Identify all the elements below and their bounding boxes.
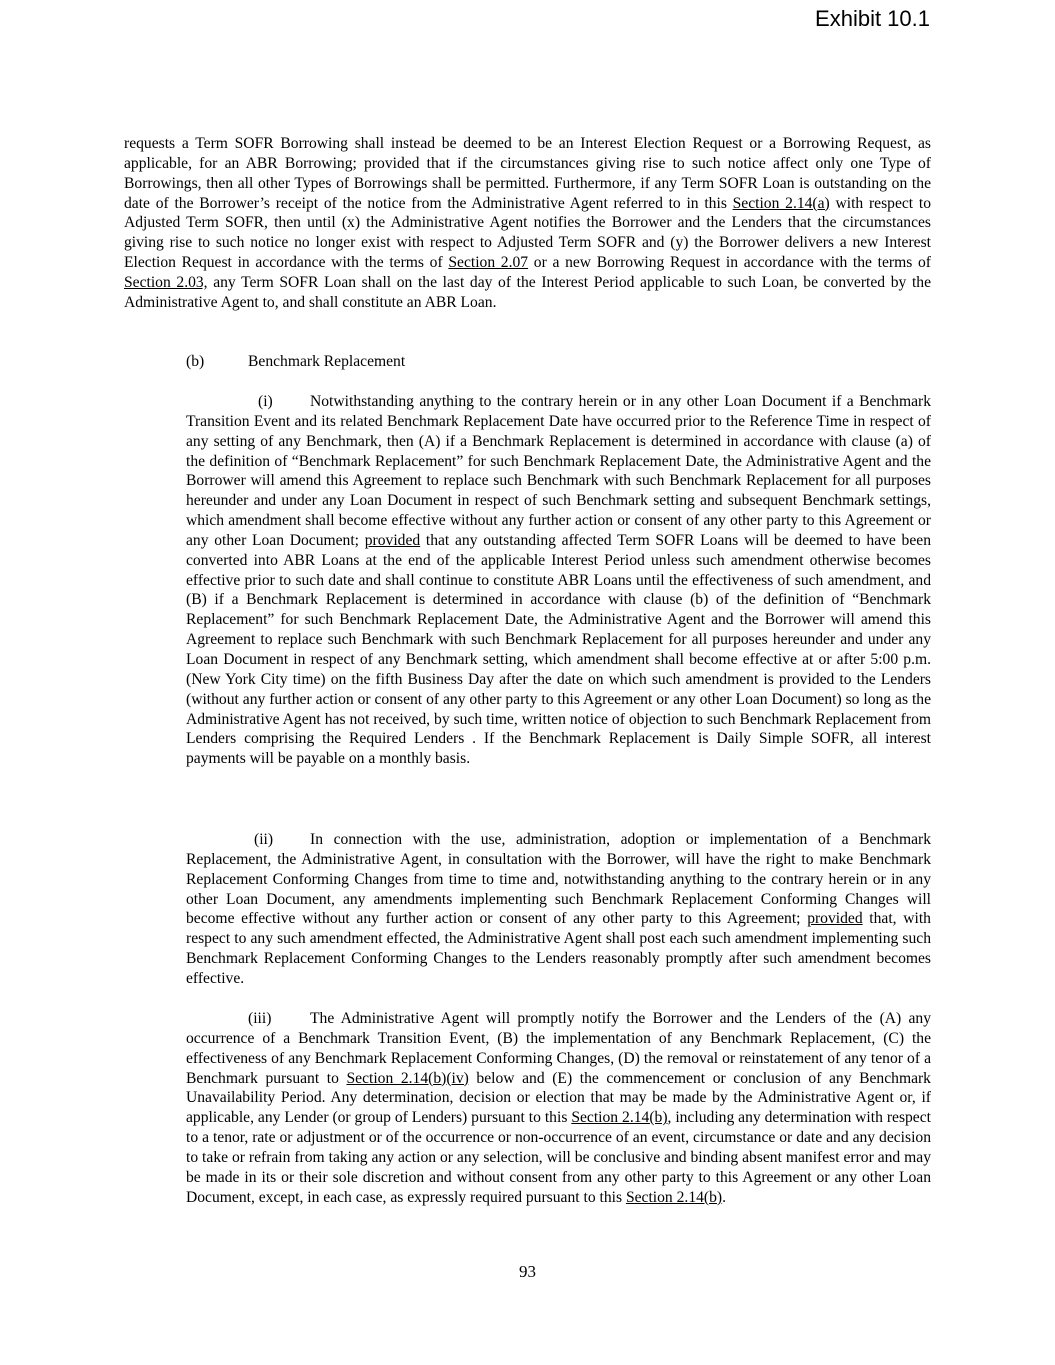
text-run: with respect to Adjusted Term SOFR, then until (x) the Administrative Agent notifies the Borrower and the Lenders that the circumstances giving rise to such notice no longer exist with respect to Adjusted Term SOFR and (y) the Borrower delivers a new Interest Election Request in accordance with the terms of	[124, 194, 931, 272]
text-run: that, with respect to any such amendment effected, the Administrative Agent shall post each such amendment implementing such Benchmark Replacement Conforming Changes to the Lenders reasonably promptly after such amendment becomes effective.	[186, 910, 931, 987]
subsection-ii	[186, 830, 931, 989]
provided-term: provided	[807, 910, 863, 928]
subsection-i	[186, 392, 931, 769]
section-reference: Section 2.07	[448, 254, 529, 272]
page-number: 93	[519, 1262, 536, 1281]
provided-term: provided	[364, 531, 421, 549]
text-run: .	[722, 1188, 727, 1206]
subsection-number: (ii)	[254, 831, 274, 848]
section-reference: Section 2.14(b)	[571, 1109, 668, 1127]
section-b-title: Benchmark Replacement	[248, 353, 406, 370]
exhibit-label: Exhibit 10.1	[815, 6, 930, 31]
section-reference: Section 2.14(b)	[625, 1188, 723, 1206]
text-run: below and (E) the commencement or conclusion of any Benchmark Unavailability Period. Any determination, decision or election that may be made by the Administrative Agent or, if applicable, any Lender (or group of Lenders) pursuant to this	[186, 1069, 931, 1127]
text-run: The Administrative Agent will promptly notify the Borrower and the Lenders of the (A) any occurrence of a Benchmark Transition Event, (B) the implementation of any Benchmark Replacement, (C) the effectiveness of any Benchmark Replacement Conforming Changes, (D) the removal or reinstatement of any tenor of a Benchmark pursuant to	[186, 1010, 931, 1087]
text-run: or a new Borrowing Request in accordance with the terms of	[528, 254, 931, 272]
text-run: In connection with the use, administration, adoption or implementation of a Benchmark Replacement, the Administrative Agent, in consultation with the Borrower, will have the right to make Benchmark Replacement Conforming Changes from time to time and, notwithstanding anything to the contrary herein or in any other Loan Document, any amendments implementing such Benchmark Replacement Conforming Changes will become effective without any further action or consent of any other party to this Agreement;	[186, 831, 931, 928]
section-b-number: (b)	[186, 353, 205, 370]
paragraph-continuation	[124, 134, 931, 313]
text-run: Notwithstanding anything to the contrary herein or in any other Loan Document if a Benchmark Transition Event and its related Benchmark Replacement Date have occurred prior to the Reference Time in respect of any setting of any Benchmark, then (A) if a Benchmark Replacement is determined in accordance with clause (a) of the definition of “Benchmark Replacement” for such Benchmark Replacement Date, the Administrative Agent and the Borrower will amend this Agreement to replace such Benchmark with such Benchmark Replacement for all purposes hereunder and under any Loan Document in respect of such Benchmark setting and subsequent Benchmark settings, which amendment shall become effective without any further action or consent of any other party to this Agreement or any other Loan Document;	[186, 393, 931, 549]
section-reference: Section 2.14(b)(iv)	[346, 1069, 469, 1087]
section-reference: Section 2.14(a)	[732, 194, 830, 212]
section-reference: Section 2.03,	[124, 273, 208, 291]
text-run: requests a Term SOFR Borrowing shall instead be deemed to be an Interest Election Request or a Borrowing Request, as applicable, for an ABR Borrowing; provided that if the circumstances giving rise to such notice affect only one Type of Borrowings, then all other Types of Borrowings shall be permitted. Furthermore, if any Term SOFR Loan is outstanding on the date of the Borrower’s receipt of the notice from the Administrative Agent referred to in this	[124, 135, 931, 212]
text-run: , including any determination with respect to a tenor, rate or adjustment or of the occurrence or non-occurrence of an event, circumstance or date and any decision to take or refrain from taking any action or any selection, will be conclusive and binding absent manifest error and may be made in its or their sole discretion and without consent from any other party to this Agreement or any other Loan Document, except, in each case, as expressly required pursuant to this	[186, 1109, 931, 1206]
text-run: any Term SOFR Loan shall on the last day of the Interest Period applicable to such Loan, be converted by the Administrative Agent to, and shall constitute an ABR Loan.	[124, 273, 931, 311]
text-run: that any outstanding affected Term SOFR Loans will be deemed to have been converted into ABR Loans at the end of the applicable Interest Period unless such amendment otherwise becomes effective prior to such date and shall continue to constitute ABR Loans until the effectiveness of such amendment, and (B) if a Benchmark Replacement is determined in accordance with clause (b) of the definition of “Benchmark Replacement” for such Benchmark Replacement Date, the Administrative Agent and the Borrower will amend this Agreement to replace such Benchmark with such Benchmark Replacement for all purposes hereunder and under any Loan Document in respect of any Benchmark setting, which amendment shall become effective at or after 5:00 p.m. (New York City time) on the fifth Business Day after the date on which such amendment is provided to the Lenders (without any further action or consent of any other party to this Agreement or any other Loan Document) so long as the Administrative Agent has not received, by such time, written notice of objection to such Benchmark Replacement from Lenders comprising the Required Lenders . If the Benchmark Replacement is Daily Simple SOFR, all interest payments will be payable on a monthly basis.	[186, 531, 931, 768]
subsection-number: (iii)	[248, 1010, 272, 1027]
subsection-number: (i)	[258, 393, 273, 410]
subsection-iii	[186, 1009, 931, 1207]
